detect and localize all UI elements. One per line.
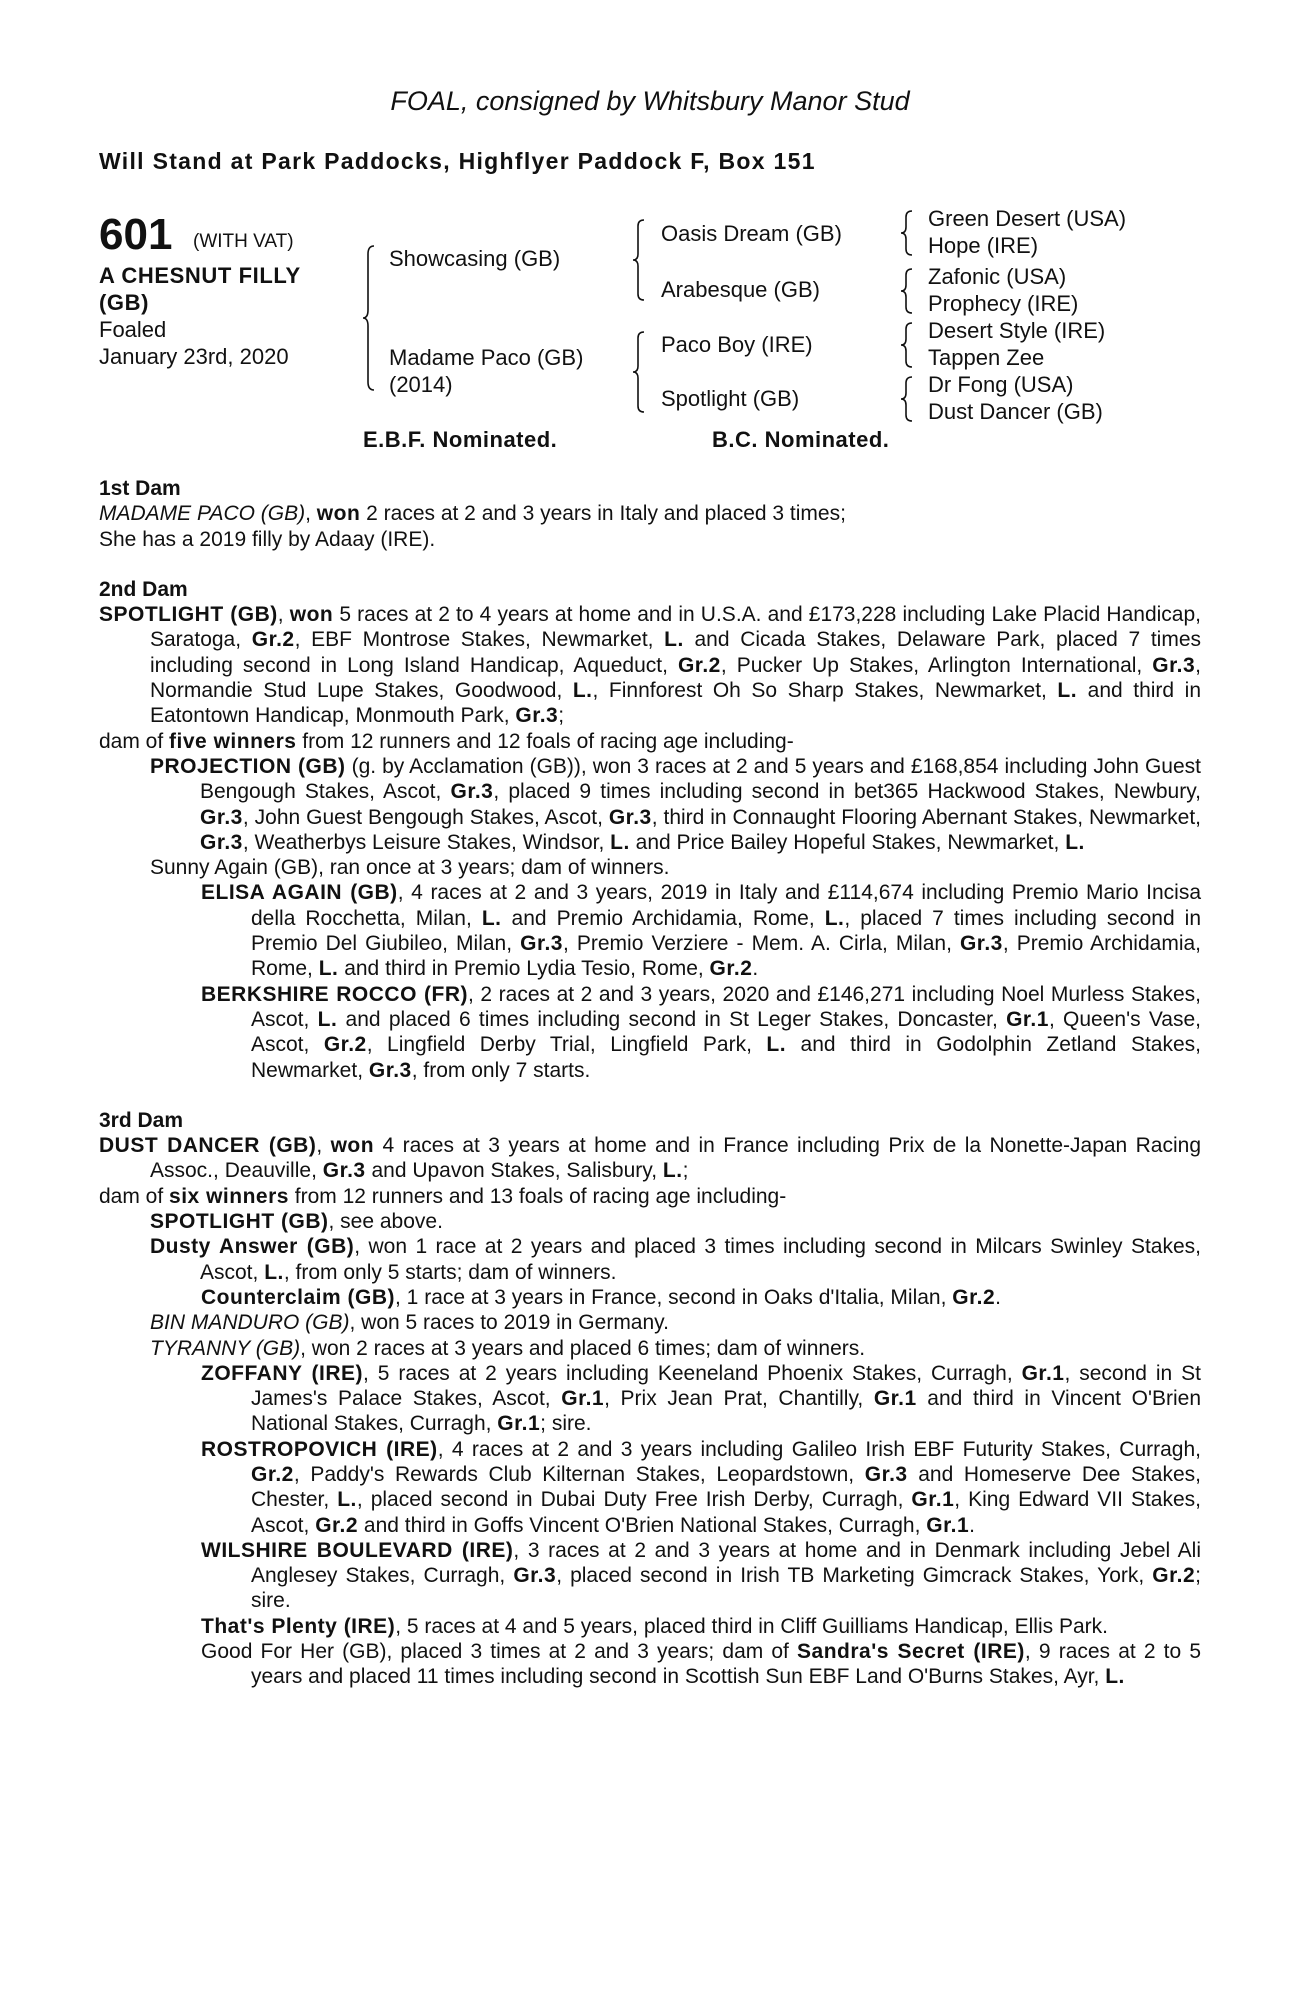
- text: ,: [316, 1134, 331, 1158]
- text: , won 1 race at 2 years and placed 3 times including second in Milcars Swinley Stakes, Ascot,: [200, 1235, 1201, 1284]
- bold-text: L.: [610, 830, 630, 854]
- bold-text: That's Plenty (IRE): [201, 1614, 396, 1638]
- pedigree-gen3: Green Desert (USA): [928, 206, 1127, 231]
- pedigree-paragraph: [99, 729, 1201, 754]
- text: , won 2 races at 3 years and placed 6 times; dam of winners.: [300, 1336, 866, 1360]
- pedigree-brace-sire: [632, 218, 646, 302]
- pedigree-paragraph: [99, 527, 1201, 552]
- text: and third in Eatontown Handicap, Monmouth Park,: [150, 679, 1201, 728]
- text: 4 races at 3 years at home and in France including Prix de la Nonette-Japan Racing Assoc., Deauville,: [150, 1134, 1202, 1183]
- bold-text: Gr.3: [368, 1058, 412, 1082]
- italic-text: BIN MANDURO (GB): [150, 1311, 350, 1335]
- bold-text: ZOFFANY (IRE): [201, 1361, 364, 1385]
- pedigree-paragraph: [99, 1614, 1201, 1639]
- bold-text: Gr.2: [952, 1285, 996, 1309]
- text: , 5 races at 2 years including Keeneland Phoenix Stakes, Curragh,: [363, 1361, 1022, 1385]
- text: , 5 races at 4 and 5 years, placed third in Cliff Guilliams Handicap, Ellis Park.: [395, 1614, 1108, 1638]
- bold-text: WILSHIRE BOULEVARD (IRE): [201, 1538, 514, 1562]
- bold-text: Gr.1: [911, 1488, 955, 1512]
- text: and third in Goffs Vincent O'Brien National Stakes, Curragh,: [358, 1513, 927, 1537]
- text: , 4 races at 2 and 3 years, 2019 in Italy and £114,674 including Premio Mario Incisa della Rocchetta, Milan,: [251, 881, 1202, 930]
- text: and Price Bailey Hopeful Stakes, Newmarket,: [629, 830, 1066, 854]
- pedigree-paragraph: [99, 880, 1201, 981]
- bold-text: Gr.3: [520, 932, 563, 956]
- bold-text: Gr.1: [497, 1412, 541, 1436]
- text: , 2 races at 2 and 3 years, 2020 and £146,271 including Noel Murless Stakes, Ascot,: [251, 982, 1201, 1031]
- text: , Pucker Up Stakes, Arlington International,: [720, 653, 1153, 677]
- bold-text: L.: [318, 957, 339, 981]
- bold-text: Gr.1: [561, 1387, 605, 1411]
- text: from 12 runners and 12 foals of racing age including-: [296, 729, 794, 753]
- pedigree-paragraph: [99, 1133, 1201, 1184]
- bold-text: BERKSHIRE ROCCO (FR): [201, 982, 468, 1006]
- text: dam of: [99, 1184, 170, 1208]
- text: 5 races at 2 to 4 years at home and in U.S.A. and £173,228 including Lake Placid Handicap, Saratoga,: [150, 603, 1201, 652]
- pedigree-dam-year: (2014): [389, 372, 453, 397]
- bold-text: L.: [664, 628, 684, 652]
- section-heading: 2nd Dam: [99, 577, 188, 601]
- text: , Premio Verziere - Mem. A. Cirla, Milan,: [563, 932, 960, 956]
- bold-text: Gr.3: [200, 830, 243, 854]
- bold-text: Gr.2: [677, 653, 721, 677]
- pedigree-sire-dam: Arabesque (GB): [661, 277, 820, 302]
- bold-text: ROSTROPOVICH (IRE): [201, 1437, 438, 1461]
- pedigree-paragraph: [99, 602, 1201, 728]
- bold-text: Gr.3: [959, 932, 1003, 956]
- bold-text: Gr.3: [450, 780, 494, 804]
- bold-text: won: [289, 603, 334, 627]
- text: , John Guest Bengough Stakes, Ascot,: [242, 805, 609, 829]
- text: Good For Her (GB), placed 3 times at 2 and 3 years; dam of: [201, 1640, 798, 1664]
- text: , won 5 races to 2019 in Germany.: [349, 1311, 669, 1335]
- bold-text: Gr.1: [926, 1513, 970, 1537]
- pedigree-brace-g3-1: [900, 209, 914, 257]
- pedigree-paragraph: [99, 1361, 1201, 1437]
- bold-text: L.: [1105, 1665, 1125, 1689]
- italic-text: MADAME PACO (GB): [99, 502, 306, 526]
- pedigree-gen3: Prophecy (IRE): [928, 291, 1079, 316]
- text: and Premio Archidamia, Rome,: [501, 906, 825, 930]
- bold-text: L.: [317, 1007, 338, 1031]
- text: ,: [305, 502, 317, 526]
- bold-text: L.: [824, 906, 845, 930]
- pedigree-gen3: Zafonic (USA): [928, 264, 1067, 289]
- bold-text: Gr.1: [873, 1387, 917, 1411]
- text: , Queen's Vase, Ascot,: [251, 1007, 1201, 1057]
- bold-text: Counterclaim (GB): [201, 1285, 396, 1309]
- section-heading: 1st Dam: [99, 477, 181, 500]
- bold-text: L.: [766, 1033, 787, 1057]
- pedigree-gen3: Hope (IRE): [928, 233, 1039, 258]
- bold-text: won: [330, 1134, 375, 1158]
- text: and third in Vincent O'Brien National Stakes, Curragh,: [251, 1387, 1201, 1436]
- bold-text: Gr.3: [513, 1564, 557, 1588]
- pedigree-paragraph: [99, 1285, 1201, 1310]
- bold-text: six winners: [169, 1184, 289, 1208]
- pedigree-paragraph: [99, 855, 1201, 880]
- bold-text: Gr.2: [709, 957, 753, 981]
- horse-country: (GB): [99, 290, 150, 315]
- bold-text: SPOTLIGHT (GB): [150, 1210, 329, 1234]
- text: and third in Premio Lydia Tesio, Rome,: [338, 957, 710, 981]
- text: and Homeserve Dee Stakes, Chester,: [251, 1462, 1201, 1512]
- pedigree-brace-gen1: [362, 244, 376, 392]
- bold-text: L.: [1057, 679, 1078, 703]
- text: Sunny Again (GB), ran once at 3 years; dam of winners.: [150, 856, 670, 880]
- horse-description: A CHESNUT FILLY: [99, 263, 301, 288]
- text: ; sire.: [540, 1412, 592, 1436]
- text: .: [969, 1513, 975, 1537]
- pedigree-paragraph: [99, 1310, 1201, 1335]
- bold-text: Gr.3: [608, 805, 652, 829]
- text: from 12 runners and 13 foals of racing age including-: [288, 1184, 787, 1208]
- text: , from only 5 starts; dam of winners.: [283, 1260, 617, 1284]
- text: ; sire.: [251, 1564, 1201, 1613]
- text: dam of: [99, 729, 170, 753]
- text: , 1 race at 3 years in France, second in Oaks d'Italia, Milan,: [395, 1285, 953, 1309]
- bold-text: Gr.3: [322, 1159, 366, 1183]
- pedigree-paragraph: [99, 1437, 1201, 1538]
- text: , placed 9 times including second in bet365 Hackwood Stakes, Newbury,: [493, 780, 1201, 804]
- section-heading: 3rd Dam: [99, 1108, 184, 1132]
- text: , Prix Jean Prat, Chantilly,: [604, 1387, 874, 1411]
- pedigree-paragraph: [99, 1538, 1201, 1614]
- text: , Lingfield Derby Trial, Lingfield Park,: [366, 1033, 767, 1057]
- bold-text: DUST DANCER (GB): [99, 1134, 317, 1158]
- text: and third in Godolphin Zetland Stakes, Newmarket,: [251, 1033, 1201, 1082]
- lot-number: 601: [99, 210, 173, 259]
- bold-text: Dusty Answer (GB): [150, 1235, 355, 1259]
- bold-text: Sandra's Secret (IRE): [797, 1640, 1025, 1664]
- bold-text: Gr.1: [1021, 1361, 1065, 1385]
- text: , see above.: [328, 1210, 443, 1234]
- foaled-label: Foaled: [99, 317, 167, 342]
- consignment-title: FOAL, consigned by Whitsbury Manor Stud: [390, 86, 910, 116]
- pedigree-gen3: Dust Dancer (GB): [928, 399, 1103, 424]
- text: , 3 races at 2 and 3 years at home and in Denmark including Jebel Ali Anglesey Stakes, Curragh,: [251, 1538, 1201, 1588]
- text: , EBF Montrose Stakes, Newmarket,: [294, 628, 665, 652]
- pedigree-gen3: Dr Fong (USA): [928, 372, 1074, 397]
- text: , second in St James's Palace Stakes, Ascot,: [251, 1361, 1201, 1411]
- bold-text: Gr.3: [515, 704, 559, 728]
- pedigree-paragraph: [99, 501, 1201, 526]
- text: 2 races at 2 and 3 years in Italy and placed 3 times;: [360, 502, 846, 526]
- text: , 4 races at 2 and 3 years including Galileo Irish EBF Futurity Stakes, Curragh,: [437, 1437, 1201, 1461]
- pedigree-sire: Showcasing (GB): [389, 246, 561, 271]
- pedigree-paragraph: [99, 1209, 1201, 1234]
- pedigree-brace-g3-4: [900, 375, 914, 423]
- pedigree-paragraph: [99, 1184, 1201, 1209]
- bold-text: L.: [662, 1159, 683, 1183]
- pedigree-paragraph: [99, 1336, 1201, 1361]
- bold-text: Gr.3: [200, 805, 243, 829]
- text: .: [995, 1285, 1002, 1309]
- pedigree-dam: Madame Paco (GB): [389, 345, 584, 370]
- text: , Paddy's Rewards Club Kilternan Stakes, Leopardstown,: [293, 1462, 865, 1486]
- bold-text: Gr.2: [251, 628, 295, 652]
- foaled-date: January 23rd, 2020: [99, 344, 289, 369]
- pedigree-dam-dam: Spotlight (GB): [661, 386, 800, 411]
- pedigree-paragraph: [99, 1639, 1201, 1690]
- text: , placed second in Irish TB Marketing Gimcrack Stakes, York,: [556, 1564, 1153, 1588]
- pedigree-paragraph: [99, 982, 1201, 1083]
- bold-text: PROJECTION (GB): [150, 754, 346, 778]
- ebf-nominated: E.B.F. Nominated.: [363, 427, 558, 452]
- bold-text: Gr.3: [864, 1462, 908, 1486]
- text: ;: [558, 704, 565, 728]
- pedigree-gen3: Desert Style (IRE): [928, 318, 1106, 343]
- vat-label: (WITH VAT): [193, 231, 294, 252]
- pedigree-paragraph: [99, 1234, 1201, 1285]
- text: She has a 2019 filly by Adaay (IRE).: [99, 527, 436, 551]
- bold-text: Gr.1: [1006, 1007, 1049, 1031]
- italic-text: TYRANNY (GB): [150, 1336, 301, 1360]
- text: and Upavon Stakes, Salisbury,: [365, 1159, 663, 1183]
- bold-text: Gr.3: [1152, 653, 1196, 677]
- text: , Finnforest Oh So Sharp Stakes, Newmarket,: [592, 679, 1058, 703]
- text: , Premio Archidamia, Rome,: [251, 932, 1202, 981]
- text: ;: [682, 1159, 689, 1183]
- text: , King Edward VII Stakes, Ascot,: [251, 1488, 1201, 1537]
- bold-text: Gr.2: [323, 1033, 367, 1057]
- stabling-location: Will Stand at Park Paddocks, Highflyer Paddock F, Box 151: [99, 148, 816, 174]
- text: (g. by Acclamation (GB)), won 3 races at 2 and 5 years and £168,854 including John Guest Bengough Stakes, Ascot,: [200, 754, 1202, 804]
- bold-text: L.: [1065, 830, 1085, 854]
- text: , third in Connaught Flooring Abernant Stakes, Newmarket,: [651, 805, 1201, 829]
- bold-text: SPOTLIGHT (GB): [99, 603, 278, 627]
- family-notes: [99, 476, 1201, 1690]
- pedigree-paragraph: [99, 754, 1201, 855]
- pedigree-brace-g3-2: [900, 267, 914, 315]
- text: , 9 races at 2 to 5 years and placed 11 times including second in Scottish Sun EBF Land O'Burns Stakes, Ayr,: [251, 1640, 1202, 1689]
- pedigree-sire-sire: Oasis Dream (GB): [661, 221, 842, 246]
- text: , from only 7 starts.: [411, 1058, 591, 1082]
- bold-text: L.: [481, 906, 502, 930]
- bold-text: five winners: [169, 729, 297, 753]
- text: , Normandie Stud Lupe Stakes, Goodwood,: [150, 653, 1202, 703]
- bold-text: ELISA AGAIN (GB): [201, 881, 398, 905]
- text: , placed second in Dubai Duty Free Irish Derby, Curragh,: [356, 1488, 912, 1512]
- pedigree-gen3: Tappen Zee: [928, 345, 1045, 370]
- bold-text: L.: [337, 1488, 357, 1512]
- bold-text: Gr.2: [251, 1462, 294, 1486]
- bold-text: L.: [264, 1260, 284, 1284]
- text: ,: [277, 603, 290, 627]
- text: , placed 7 times including second in Premio Del Giubileo, Milan,: [251, 906, 1202, 956]
- pedigree-brace-g3-3: [900, 321, 914, 369]
- text: , Weatherbys Leisure Stakes, Windsor,: [242, 830, 611, 854]
- text: and Cicada Stakes, Delaware Park, placed 7 times including second in Long Island Handicap, Aqueduct,: [150, 628, 1201, 677]
- text: .: [752, 957, 759, 981]
- pedigree-brace-dam: [632, 330, 646, 414]
- pedigree-dam-sire: Paco Boy (IRE): [661, 332, 813, 357]
- bold-text: L.: [572, 679, 593, 703]
- bold-text: Gr.2: [1152, 1564, 1196, 1588]
- bold-text: won: [316, 502, 361, 526]
- bold-text: Gr.2: [315, 1513, 359, 1537]
- text: and placed 6 times including second in St Leger Stakes, Doncaster,: [337, 1007, 1007, 1031]
- bc-nominated: B.C. Nominated.: [712, 427, 890, 452]
